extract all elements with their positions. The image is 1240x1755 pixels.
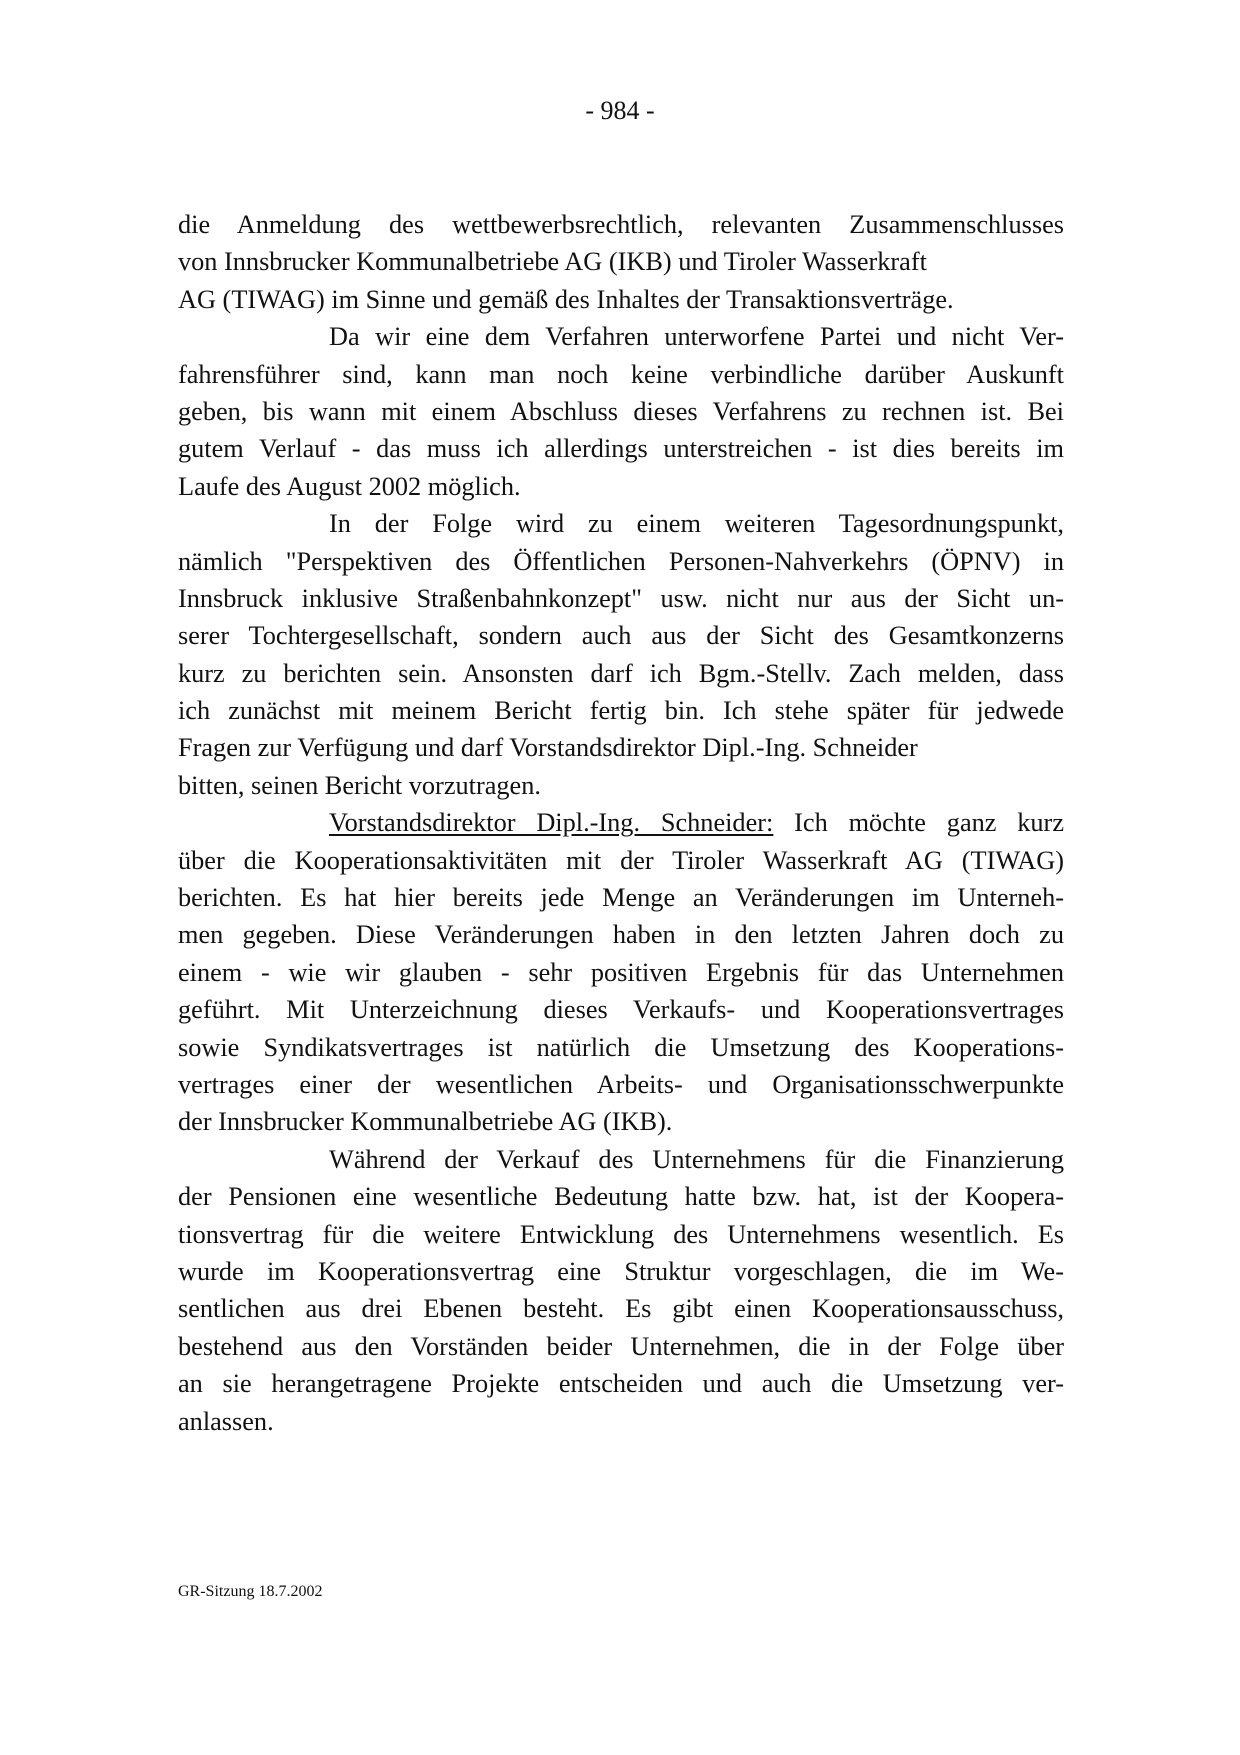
text-line [178,1290,1064,1327]
text-line [178,543,1064,580]
page-number: - 984 - [585,96,655,125]
text-line [178,1365,1064,1402]
text-line-content: vertrages einer der wesentlichen Arbeits- und Organisationsschwerpunkte [178,1069,1064,1099]
text-line [178,505,1064,542]
text-line-content: über die Kooperationsaktivitäten mit der Tiroler Wasserkraft AG (TIWAG) [178,845,1064,875]
text-line-content: von Innsbrucker Kommunalbetriebe AG (IKB) und Tiroler Wasserkraft [178,247,927,277]
text-line-content: die Anmeldung des wettbewerbsrechtlich, relevanten Zusammenschlusses [178,210,1064,239]
text-line [178,729,1064,766]
text-line-content: berichten. Es hat hier bereits jede Menge an Veränderungen im Unterneh- [178,883,1064,913]
text-line [178,655,1064,692]
text-line [178,1253,1064,1290]
text-line [178,356,1064,393]
text-line [178,393,1064,430]
text-line [178,692,1064,729]
text-line-content: ich zunächst mit meinem Bericht fertig bin. Ich stehe später für jedwede [178,696,1064,726]
text-line [178,1029,1064,1066]
text-line-content: AG (TIWAG) im Sinne und gemäß des Inhaltes der Transaktionsverträge. [178,284,954,314]
text-line-content: einem - wie wir glauben - sehr positiven Ergebnis für das Unternehmen [178,957,1064,987]
text-line-content: fahrensführer sind, kann man noch keine verbindliche darüber Auskunft [178,359,1064,389]
text-line-content: anlassen. [178,1406,274,1436]
text-line-content: geführt. Mit Unterzeichnung dieses Verkaufs- und Kooperationsvertrages [178,995,1064,1025]
text-line [178,916,1064,953]
text-line-content: wurde im Kooperationsvertrag eine Struktur vorgeschlagen, die im We- [178,1256,1064,1286]
text-line-content: nämlich "Perspektiven des Öffentlichen Personen-Nahverkehrs (ÖPNV) in [178,546,1064,576]
text-line [178,842,1064,879]
text-line-content: Während der Verkauf des Unternehmens für die Finanzierung [329,1144,1064,1174]
text-line [178,1216,1064,1253]
text-line [178,954,1064,991]
text-line [178,1141,1064,1178]
text-line-content: an sie herangetragene Projekte entscheiden und auch die Umsetzung ver- [178,1369,1064,1399]
text-line-content: tionsvertrag für die weitere Entwicklung des Unternehmens wesentlich. Es [178,1219,1064,1249]
text-line-content: gutem Verlauf - das muss ich allerdings unterstreichen - ist dies bereits im [178,434,1064,464]
text-line-content: In der Folge wird zu einem weiteren Tagesordnungspunkt, [329,509,1064,539]
text-line-content: Ich möchte ganz kurz [773,808,1064,838]
body-text [178,206,1064,1440]
text-line-content: men gegeben. Diese Veränderungen haben in den letzten Jahren doch zu [178,920,1064,950]
text-line-content: kurz zu berichten sein. Ansonsten darf ich Bgm.-Stellv. Zach melden, dass [178,658,1064,688]
text-line [178,767,1064,804]
text-line [178,804,1064,841]
text-line-content: Innsbruck inklusive Straßenbahnkonzept" usw. nicht nur aus der Sicht un- [178,583,1064,613]
text-line [178,1066,1064,1103]
text-line [178,318,1064,355]
text-line-content: der Pensionen eine wesentliche Bedeutung hatte bzw. hat, ist der Koopera- [178,1182,1064,1212]
text-line-content: bitten, seinen Bericht vorzutragen. [178,770,541,800]
footer-session-date: GR-Sitzung 18.7.2002 [178,1583,323,1600]
text-line [178,430,1064,467]
text-line [178,206,1064,243]
text-line [178,468,1064,505]
text-line [178,243,1064,280]
text-line-content: Laufe des August 2002 möglich. [178,471,521,501]
text-line [178,1403,1064,1440]
text-line-content: serer Tochtergesellschaft, sondern auch aus der Sicht des Gesamtkonzerns [178,621,1064,651]
text-line-content: Fragen zur Verfügung und darf Vorstandsdirektor Dipl.-Ing. Schneider [178,733,918,763]
text-line-content: bestehend aus den Vorständen beider Unternehmen, die in der Folge über [178,1331,1064,1361]
text-line-content: geben, bis wann mit einem Abschluss dieses Verfahrens zu rechnen ist. Bei [178,396,1064,426]
text-line [178,580,1064,617]
text-line-content: sentlichen aus drei Ebenen besteht. Es gibt einen Kooperationsausschuss, [178,1294,1064,1324]
text-line [178,991,1064,1028]
text-line-content: sowie Syndikatsvertrages ist natürlich die Umsetzung des Kooperations- [178,1032,1064,1062]
speaker-name: Vorstandsdirektor Dipl.-Ing. Schneider: [329,808,774,838]
text-line [178,1103,1064,1140]
text-line [178,281,1064,318]
text-line-content: der Innsbrucker Kommunalbetriebe AG (IKB). [178,1107,673,1137]
text-line [178,1178,1064,1215]
text-line [178,1328,1064,1365]
text-line [178,879,1064,916]
text-line [178,617,1064,654]
text-line-content: Da wir eine dem Verfahren unterworfene Partei und nicht Ver- [329,322,1064,352]
